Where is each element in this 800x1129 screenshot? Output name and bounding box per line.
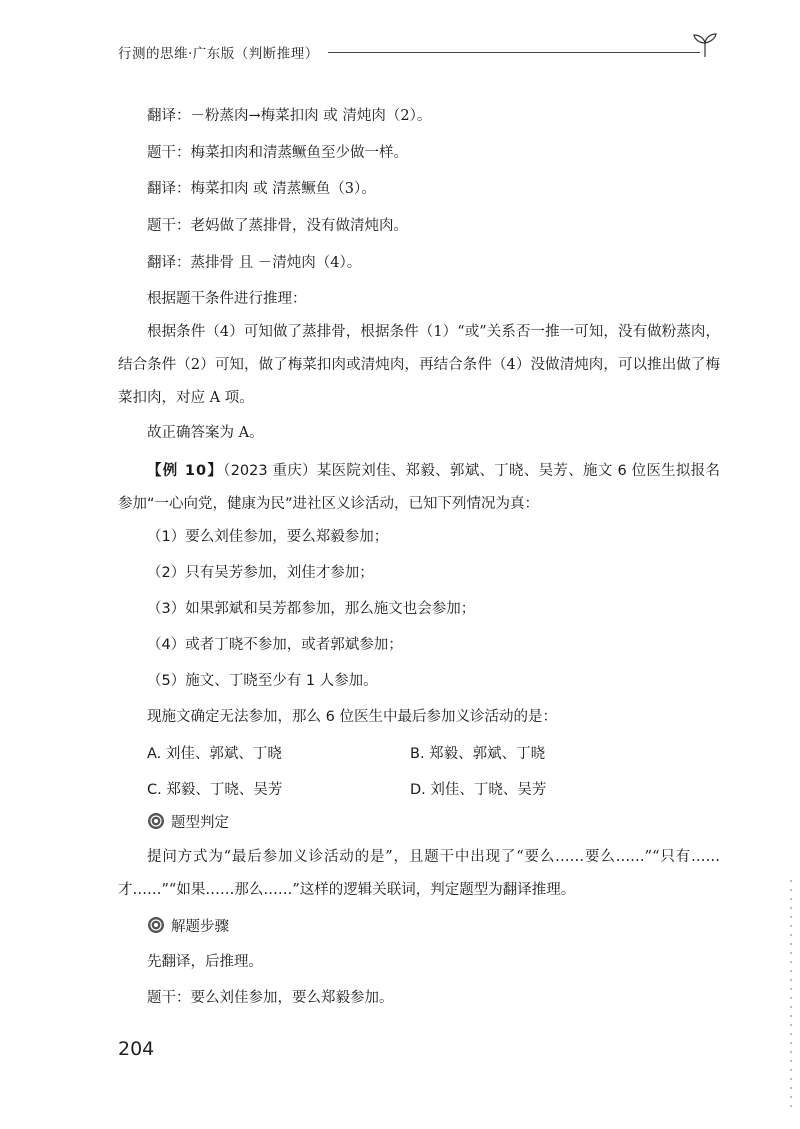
condition-item: （1）要么刘佳参加，要么郑毅参加； [147, 529, 389, 545]
option-d: D. 刘佳、丁晓、吴芳 [410, 782, 547, 798]
text-line: 先翻译，后推理。 [147, 954, 263, 970]
sprout-icon [690, 32, 720, 58]
option-a: A. 刘佳、郭斌、丁晓 [147, 746, 282, 762]
example-stem [118, 455, 720, 521]
text-line: 翻译：－粉蒸肉→梅菜扣肉 或 清炖肉（2）。 [147, 108, 432, 124]
text-line: 题干：梅菜扣肉和清蒸鳜鱼至少做一样。 [147, 145, 408, 161]
text-line: 翻译：蒸排骨 且 －清炖肉（4）。 [147, 255, 362, 271]
option-c: C. 郑毅、丁晓、吴芳 [147, 782, 283, 798]
badge-icon [147, 812, 165, 830]
section-heading-steps [147, 911, 229, 944]
example-text: （2023 重庆）某医院刘佳、郑毅、郭斌、丁晓、吴芳、施文 6 位医生拟报名参加“一心向党，健康为民”进社区义诊活动，已知下列情况为真： [118, 463, 720, 512]
condition-item: （5）施文、丁晓至少有 1 人参加。 [147, 673, 378, 689]
example-marker: 【例 10】 [147, 463, 224, 479]
text-line: 根据题干条件进行推理： [147, 291, 307, 307]
reasoning-paragraph: 根据条件（4）可知做了蒸排骨，根据条件（1）“或”关系否一推一可知，没有做粉蒸肉，结合条件（2）可知，做了梅菜扣肉或清炖肉，再结合条件（4）没做清炖肉，可以推出做了梅菜扣肉，对应 A 项。 [118, 324, 720, 406]
page-number: 204 [118, 1038, 155, 1060]
header-title: 行测的思维·广东版（判断推理） [118, 46, 319, 62]
condition-item: （4）或者丁晓不参加，或者郭斌参加； [147, 637, 403, 653]
page-header [118, 40, 718, 70]
text-line: 题干：老妈做了蒸排骨，没有做清炖肉。 [147, 218, 408, 234]
section-heading-type [147, 807, 229, 840]
header-rule [328, 52, 700, 53]
option-b: B. 郑毅、郭斌、丁晓 [410, 746, 546, 762]
section-title: 解题步骤 [171, 919, 229, 935]
badge-icon [147, 916, 165, 934]
question-line: 现施文确定无法参加，那么 6 位医生中最后参加义诊活动的是： [147, 709, 557, 725]
condition-item: （3）如果郭斌和吴芳都参加，那么施文也会参加； [147, 601, 476, 617]
condition-item: （2）只有吴芳参加，刘佳才参加； [147, 565, 374, 581]
text-line: 翻译：梅菜扣肉 或 清蒸鳜鱼（3）。 [147, 181, 376, 197]
text-line: 题干：要么刘佳参加，要么郑毅参加。 [147, 990, 394, 1006]
answer-line: 故正确答案为 A。 [147, 425, 264, 441]
type-paragraph: 提问方式为“最后参加义诊活动的是”，且题干中出现了“要么……要么……”“只有……才……”“如果……那么……”这样的逻辑关联词，判定题型为翻译推理。 [118, 849, 720, 898]
scan-edge-marks [790, 880, 792, 1110]
section-title: 题型判定 [171, 815, 229, 831]
